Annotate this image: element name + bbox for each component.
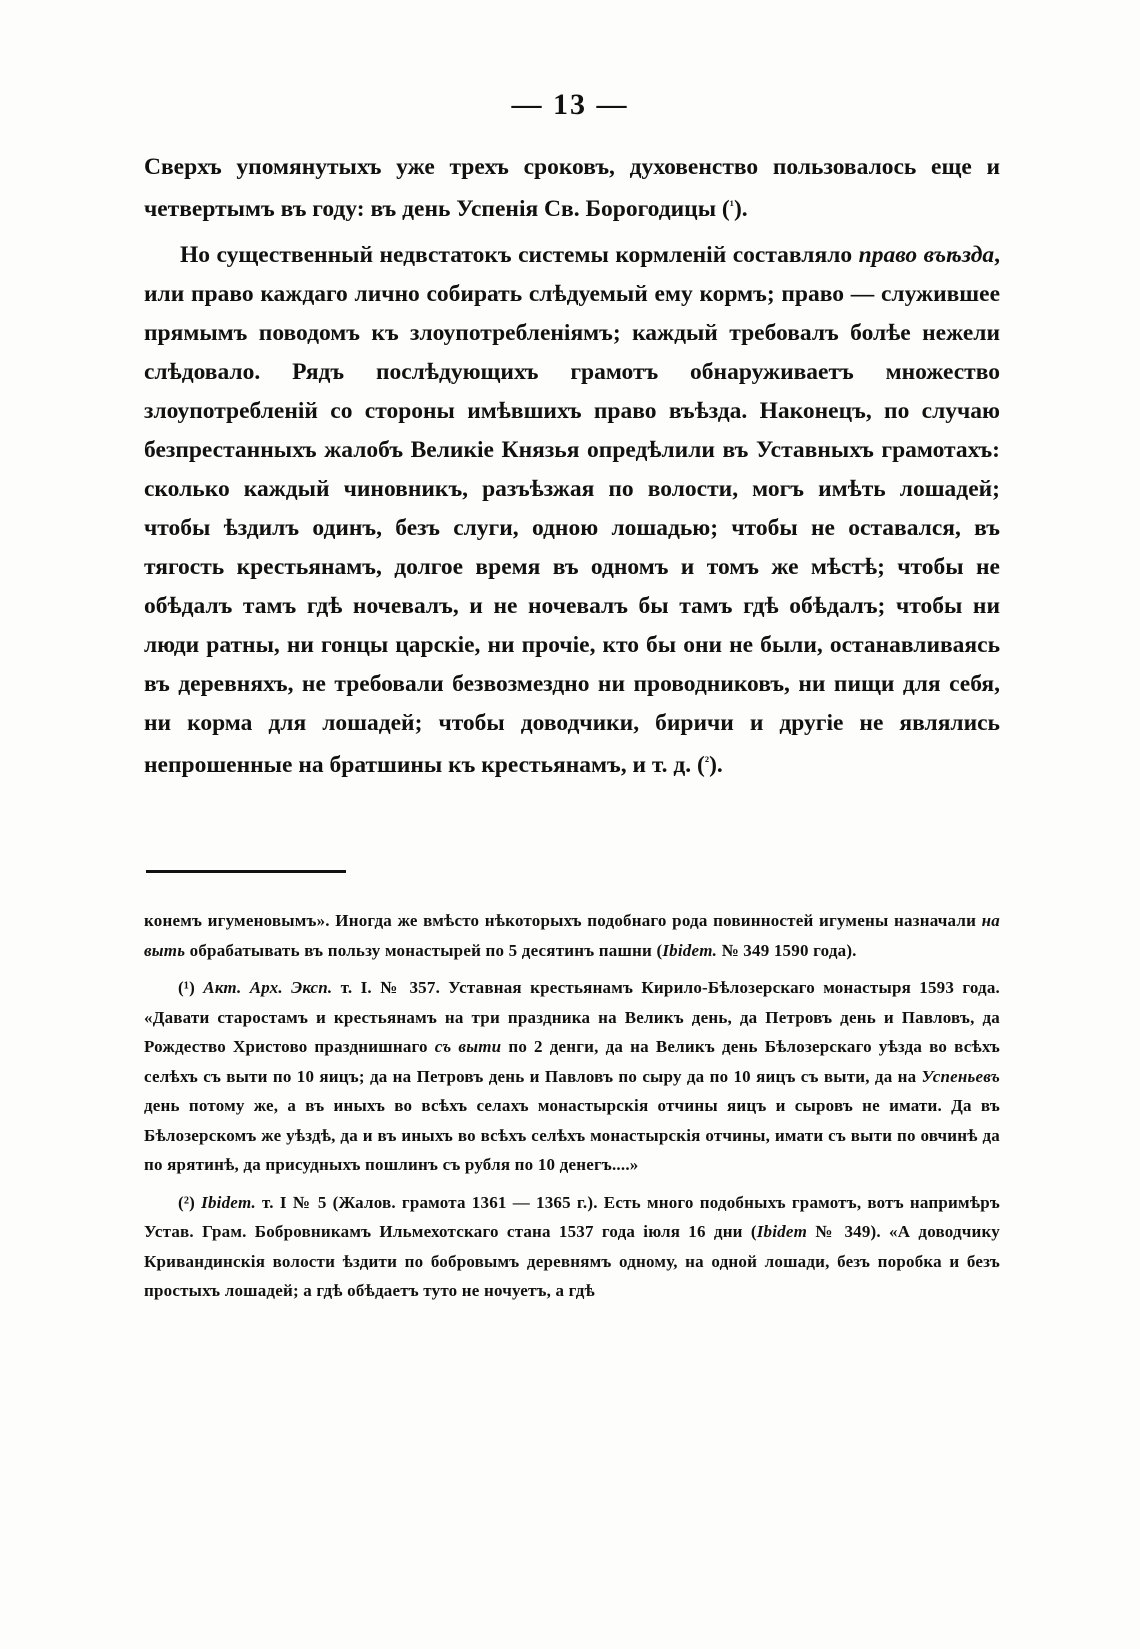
footnote-2 xyxy=(144,1188,1000,1306)
paragraph-1-text: Сверхъ упомянутыхъ уже трехъ сроковъ, духовенство пользовалось еще и четвертымъ въ году: въ день Успенія Св. Борогодицы ( xyxy=(144,154,1000,222)
footnote-2-source-2: Ibidem xyxy=(756,1222,808,1241)
paragraph-2-text-b: , или право каждаго лично собирать слѣдуемый ему кормъ; право — служившее прямымъ поводомъ къ злоупотребленіямъ; каждый требовалъ болѣе нежели слѣдовало. Рядъ послѣдующихъ грамотъ обнаруживаетъ множество злоупотребленій со стороны имѣвшихъ право въѣзда. Наконецъ, по случаю безпрестанныхъ жалобъ Великіе Князья опредѣлили въ Уставныхъ грамотахъ: сколько каждый чиновникъ, разъѣзжая по волости, могъ имѣть лошадей; чтобы ѣздилъ одинъ, безъ слуги, одною лошадью; чтобы не оставался, въ тягость крестьянамъ, долгое время въ одномъ и томъ же мѣстѣ; чтобы не обѣдалъ тамъ гдѣ ночевалъ, и не ночевалъ бы тамъ гдѣ обѣдалъ; чтобы ни люди ратны, ни гонцы царскіе, ни прочіе, кто бы они не были, останавливаясь въ деревняхъ, не требовали безвозмездно ни проводниковъ, ни пищи для себя, ни корма для лошадей; чтобы доводчики, биричи и другіе не являлись непрошенные на братшины къ крестьянамъ, и т. д. ( xyxy=(144,242,1001,778)
paragraph-1-end: ). xyxy=(733,196,748,222)
paragraph-1 xyxy=(144,148,1000,229)
footnote-2-text-b: № 349). «А доводчику Кривандинскія волости ѣздити по бобровымъ деревнямъ одному, на одной лошади, безъ поробка и безъ простыхъ лошадей; а гдѣ обѣдаетъ туто не ночуетъ, а гдѣ xyxy=(144,1222,1000,1300)
footnote-2-text-a: т. I № 5 (Жалов. грамота 1361 — 1365 г.). Есть много подобныхъ грамотъ, вотъ напримѣръ Устав. Грам. Бобровникамъ Ильмехотскаго стана 1537 года іюля 16 дни ( xyxy=(144,1192,1000,1241)
paragraph-2-end: ). xyxy=(709,752,723,778)
footnote-1 xyxy=(144,973,1000,1180)
footnote-1-text-c: день потому же, а въ иныхъ во всѣхъ селахъ монастырскія отчины яицъ и сыровъ не имати. Да въ Бѣлозерскомъ же уѣздѣ, да и въ иныхъ во всѣхъ селѣхъ монастырскія отчины, имати съ выти по овчинѣ да по ярятинѣ, да присудныхъ пошлинъ съ рубля по 10 денегъ....» xyxy=(144,1096,1000,1174)
paragraph-2 xyxy=(144,236,1000,785)
footnote-2-mark: (²) xyxy=(178,1192,202,1212)
footnote-1-emphasis-1: съ выти xyxy=(434,1037,502,1056)
paragraph-2-text-a: Но существенный недвстатокъ системы кормленій составляло xyxy=(180,242,859,268)
footnote-continuation xyxy=(144,906,1000,965)
footnotes xyxy=(144,906,1000,1314)
footnote-ref-2[interactable]: ² xyxy=(704,755,710,770)
footnote-ref-1[interactable]: ¹ xyxy=(729,199,734,214)
footnote-continuation-a: конемъ игуменовымъ». Иногда же вмѣсто нѣкоторыхъ подобнаго рода повинностей игумены назначали xyxy=(144,911,982,930)
paragraph-2-emphasis: право въѣзда xyxy=(858,242,995,268)
footnote-2-source: Ibidem. xyxy=(201,1192,256,1212)
page-number: — 13 — xyxy=(511,88,629,121)
footnote-continuation-emphasis: на выть xyxy=(144,911,1000,960)
main-text xyxy=(144,148,1000,792)
footnote-1-source: Акт. Арх. Эксп. xyxy=(203,978,333,997)
footnote-1-mark: (¹) xyxy=(178,978,204,997)
footnote-1-text-a: т. I. № 357. Уставная крестьянамъ Кирило-Бѣлозерскаго монастыря 1593 года. «Давати старостамъ и крестьянамъ на три праздника на Великъ день, да Петровъ день и Павловъ, да Рождество Христово празднишнаго xyxy=(144,978,1000,1056)
footnote-1-text-b: по 2 денги, да на Великъ день Бѣлозерскаго уѣзда во всѣхъ селѣхъ съ выти по 10 яицъ; да на Петровъ день и Павловъ по сыру да по 10 яицъ съ выти, да на xyxy=(144,1037,1001,1086)
footnote-continuation-b: обрабатывать въ пользу монастырей по 5 десятинъ пашни ( xyxy=(185,940,663,960)
footnote-1-emphasis-2: Успеньевъ xyxy=(921,1066,1000,1086)
footnote-divider xyxy=(146,870,346,873)
footnote-continuation-ref: Ibidem. xyxy=(662,940,718,960)
footnote-continuation-c: № 349 1590 года). xyxy=(717,940,857,960)
